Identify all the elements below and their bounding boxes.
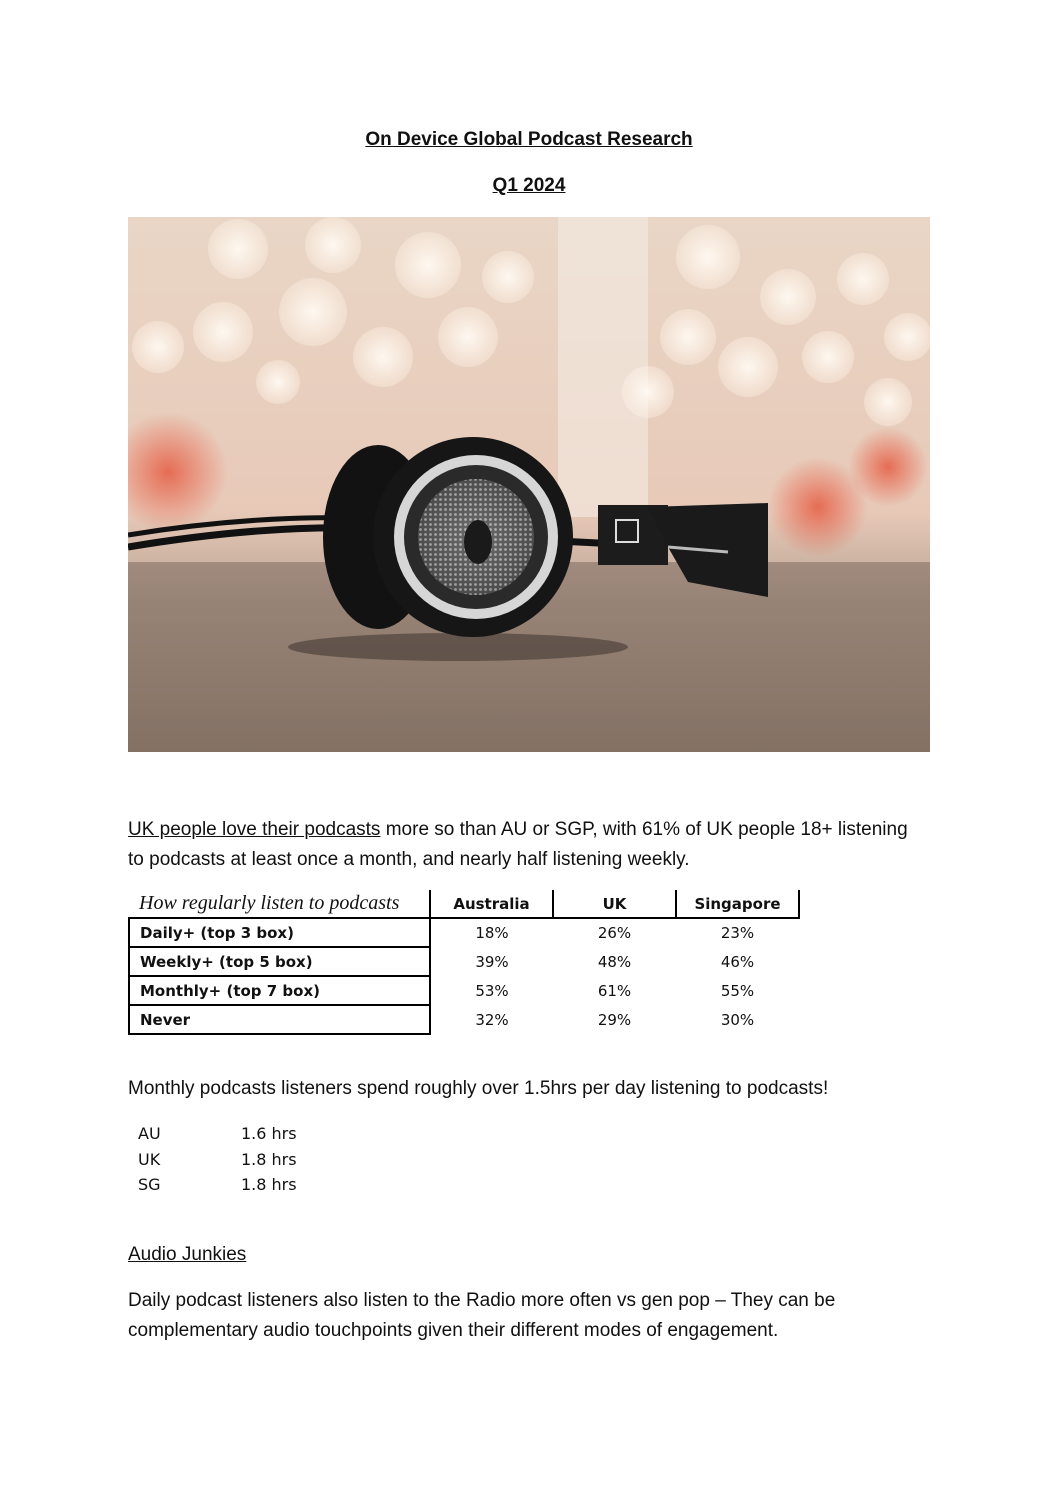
cell-value: 48% [597,952,632,971]
cell-value: 55% [720,981,755,1000]
row-label: Never [129,1005,430,1034]
cell-value: 61% [597,981,632,1000]
page-subtitle: Q1 2024 [492,175,566,196]
section-body: Daily podcast listeners also listen to the Radio more often vs gen pop – They can be complementary audio touchpoints given their different modes of engagement. [128,1290,836,1341]
cell-value: 39% [475,952,509,971]
row-label: Daily+ (top 3 box) [129,918,430,947]
listening-frequency-table [128,890,800,1035]
intro-link[interactable]: UK people love their podcasts [128,819,381,840]
hours-intro: Monthly podcasts listeners spend roughly over 1.5hrs per day listening to podcasts! [128,1078,829,1099]
hours-region: AU [138,1124,161,1143]
column-header-australia: Australia [430,890,553,918]
intro-paragraph [128,815,928,875]
intro-text: more so than AU or SGP, with 61% of UK people 18+ listening to podcasts at least once a month, and nearly half listening weekly. [128,819,908,870]
hours-region: SG [138,1175,161,1194]
table-row [129,918,799,947]
row-label: Monthly+ (top 7 box) [129,976,430,1005]
cell-value: 26% [597,924,632,942]
row-label: Weekly+ (top 5 box) [129,947,430,976]
cell-value: 30% [720,1010,755,1029]
section-heading: Audio Junkies [128,1244,247,1265]
cell-value: 32% [475,1010,509,1029]
cell-value: 29% [597,1010,632,1029]
hours-region: UK [138,1150,161,1169]
cell-value: 18% [475,924,509,942]
hours-value: 1.6 hrs [241,1124,297,1143]
page-title: On Device Global Podcast Research [365,129,693,150]
table-row [129,1005,799,1034]
table-row [129,976,799,1005]
cell-value: 53% [475,981,509,1000]
cell-value: 46% [720,952,755,971]
hours-value: 1.8 hrs [241,1175,297,1194]
column-header-singapore: Singapore [676,890,799,918]
headphones-photo [128,217,930,752]
column-header-uk: UK [553,890,676,918]
table-header-label: How regularly listen to podcasts [129,890,430,918]
cell-value: 23% [720,924,755,942]
table-row [129,947,799,976]
hours-value: 1.8 hrs [241,1150,297,1169]
